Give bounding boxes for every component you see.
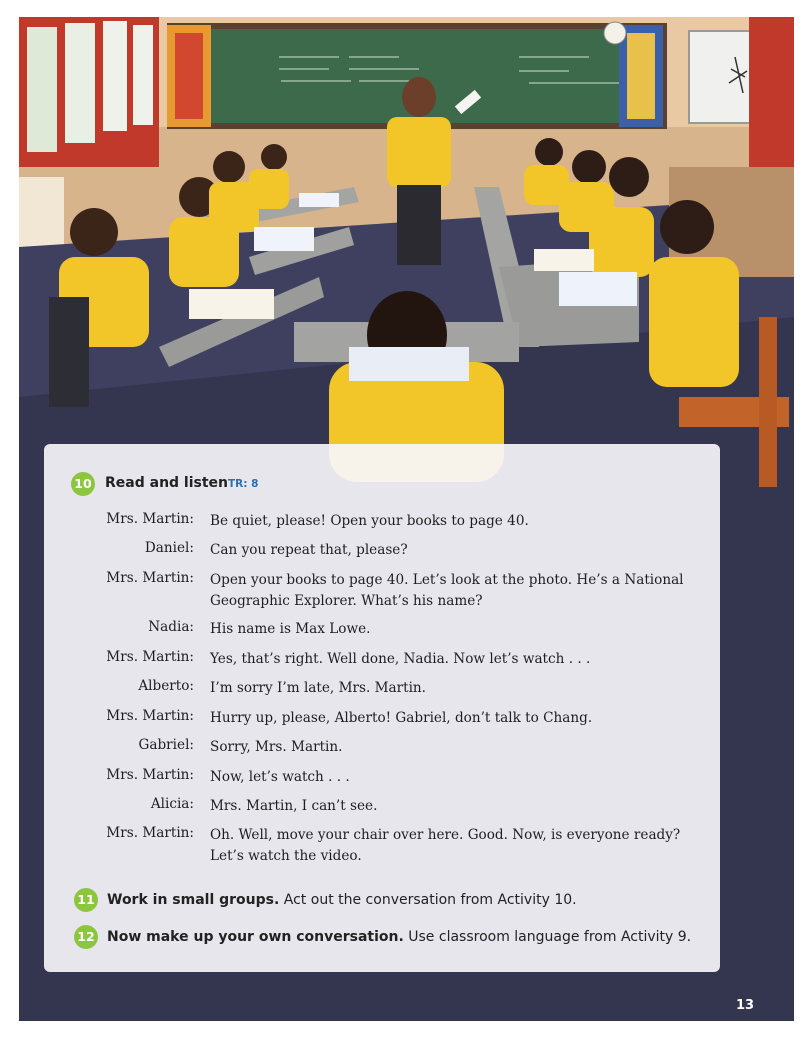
speaker-name: Mrs. Martin: — [106, 767, 194, 783]
speech-text: Oh. Well, move your chair over here. Good. Now, is everyone ready? Let’s watch the video. — [210, 827, 681, 864]
activity-panel — [44, 444, 720, 972]
speaker-name: Mrs. Martin: — [106, 649, 194, 665]
activity-12-instruction — [107, 929, 691, 945]
activity-12-text: Use classroom language from Activity 9. — [408, 929, 692, 945]
activity-11-instruction — [107, 892, 577, 908]
activity-11-bold: Work in small groups. — [107, 892, 280, 908]
speaker-name: Mrs. Martin: — [106, 708, 194, 724]
speech-text: His name is Max Lowe. — [210, 621, 371, 637]
speaker-name: Daniel: — [144, 540, 194, 556]
activity-12-number-badge: 12 — [74, 925, 98, 949]
speaker-name: Mrs. Martin: — [106, 511, 194, 527]
activity-11-number-badge: 11 — [74, 888, 98, 912]
speech-text: Sorry, Mrs. Martin. — [210, 739, 343, 755]
speech-text: Hurry up, please, Alberto! Gabriel, don’t talk to Chang. — [210, 710, 593, 726]
speech-text: Mrs. Martin, I can’t see. — [210, 798, 378, 814]
speaker-name: Gabriel: — [138, 737, 194, 753]
speech-text: Can you repeat that, please? — [210, 542, 408, 558]
activity-10-number-badge: 10 — [71, 472, 95, 496]
speaker-name: Mrs. Martin: — [106, 570, 194, 586]
speech-text: Open your books to page 40. Let’s look at the photo. He’s a National Geographic Explorer. What’s his name? — [210, 572, 684, 609]
speaker-name: Mrs. Martin: — [106, 825, 194, 841]
activity-10-title: Read and listen — [105, 475, 229, 491]
speech-text: Now, let’s watch . . . — [210, 769, 350, 785]
page-number: 13 — [735, 998, 755, 1013]
activity-11-text: Act out the conversation from Activity 10. — [283, 892, 577, 908]
speaker-name: Nadia: — [148, 619, 194, 635]
activity-12-bold: Now make up your own conversation. — [107, 929, 404, 945]
speech-text: I’m sorry I’m late, Mrs. Martin. — [210, 680, 427, 696]
speech-text: Yes, that’s right. Well done, Nadia. Now let’s watch . . . — [210, 651, 591, 667]
speaker-name: Alberto: — [138, 678, 194, 694]
speech-text: Be quiet, please! Open your books to page 40. — [210, 513, 529, 529]
audio-track-label: TR: 8 — [228, 478, 259, 490]
speaker-name: Alicia: — [150, 796, 194, 812]
